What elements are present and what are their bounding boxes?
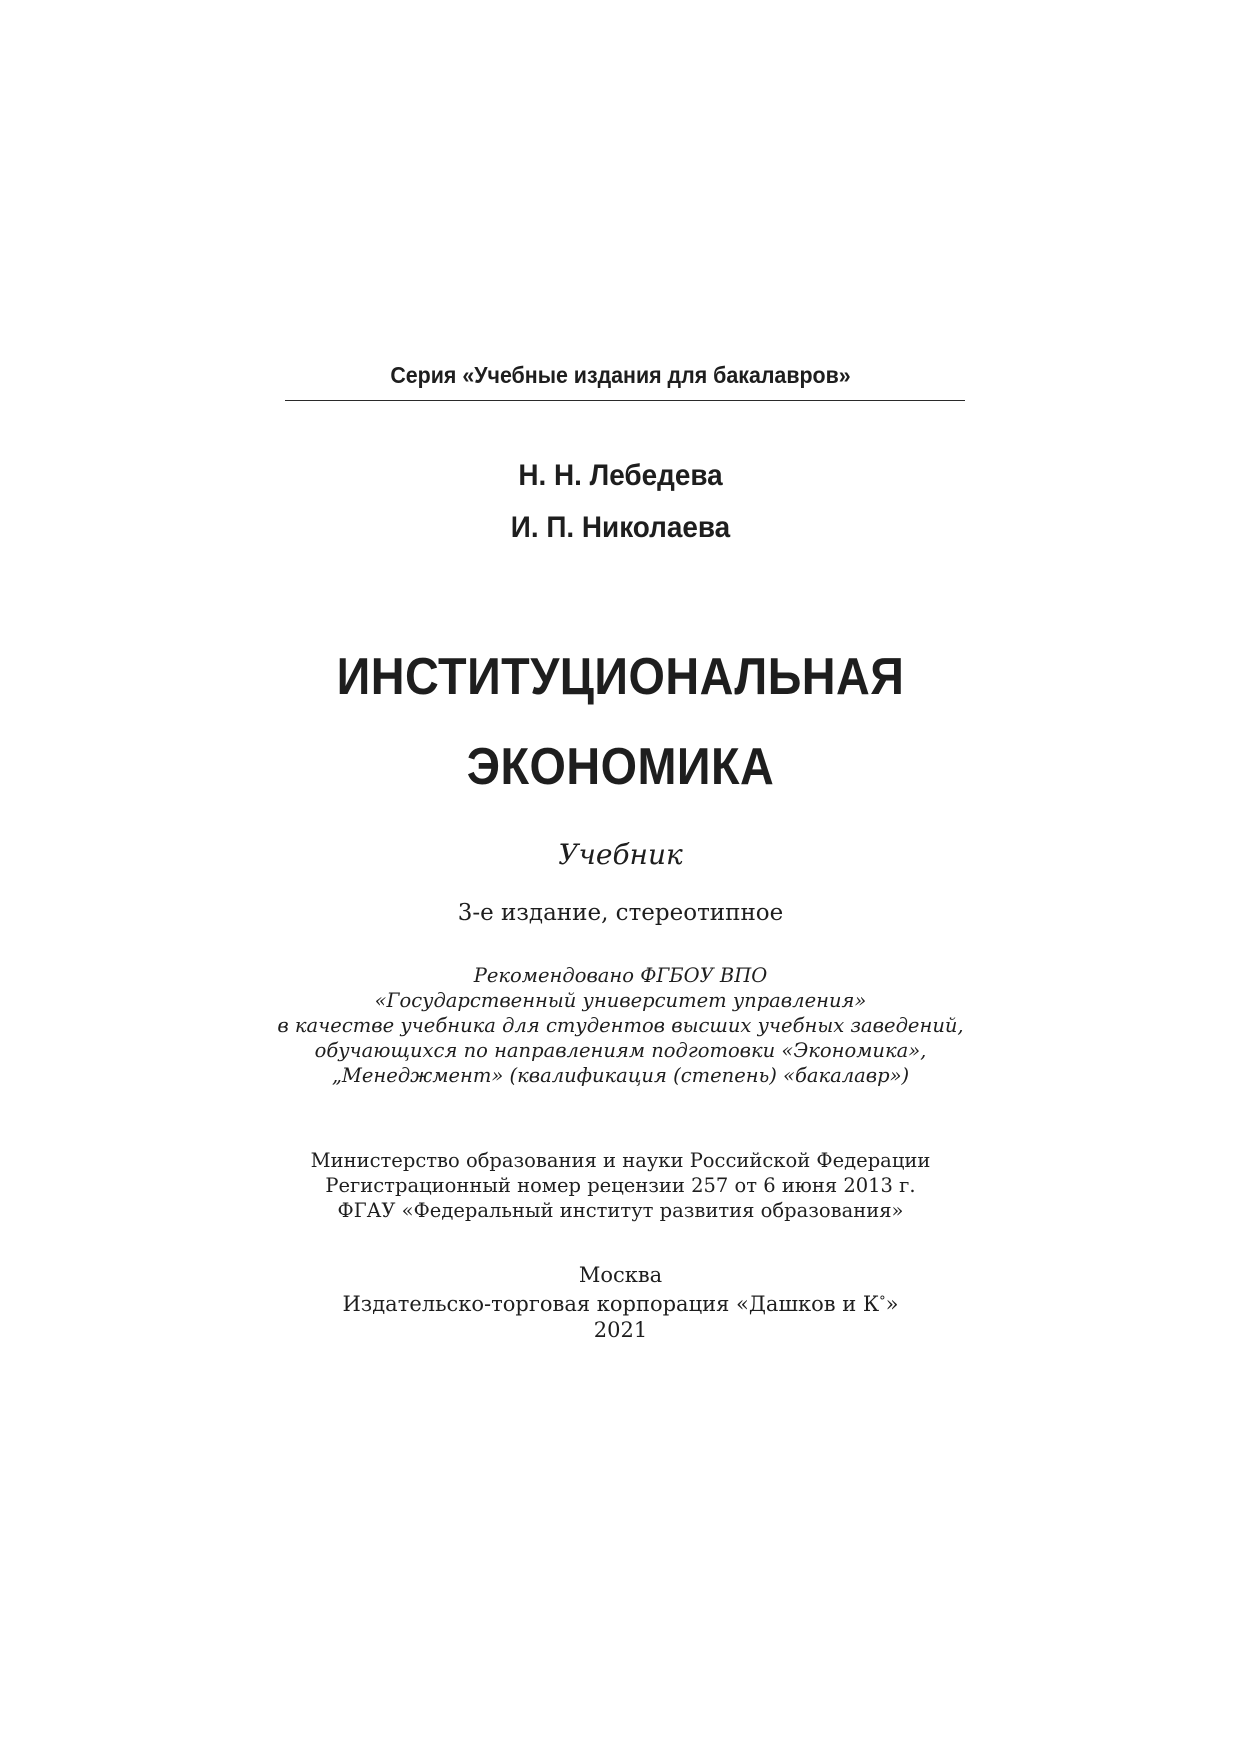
- recommendation-line: Рекомендовано ФГБОУ ВПО: [473, 964, 768, 987]
- author-2: И. П. Николаева: [510, 511, 731, 544]
- book-genre: Учебник: [558, 838, 683, 871]
- ministry-block: [0, 1148, 1241, 1223]
- recommendation-line: „Менеджмент» (квалификация (степень) «бакалавр»): [331, 1064, 910, 1087]
- publisher-block: [0, 1262, 1241, 1344]
- recommendation-block: [0, 963, 1241, 1088]
- publisher-name-prefix: Издательско-торговая корпорация «Дашков и К: [342, 1291, 880, 1316]
- publisher-name-superscript: °: [879, 1293, 886, 1309]
- book-title-line-2: ЭКОНОМИКА: [466, 738, 775, 796]
- series-name: Серия «Учебные издания для бакалавров»: [390, 362, 851, 388]
- publisher-city: Москва: [578, 1263, 663, 1287]
- publisher-name: [0, 1289, 1241, 1318]
- ministry-line: Министерство образования и науки Российской Федерации: [310, 1149, 931, 1172]
- book-title-line-1: ИНСТИТУЦИОНАЛЬНАЯ: [336, 648, 905, 706]
- publisher-name-suffix: »: [885, 1291, 899, 1316]
- publication-year: 2021: [593, 1318, 648, 1342]
- recommendation-line: «Государственный университет управления»: [374, 989, 867, 1012]
- recommendation-line: в качестве учебника для студентов высших учебных заведений,: [277, 1014, 964, 1037]
- edition-info: 3-е издание, стереотипное: [457, 900, 784, 926]
- ministry-line: Регистрационный номер рецензии 257 от 6 июня 2013 г.: [325, 1174, 916, 1197]
- author-1: Н. Н. Лебедева: [518, 459, 723, 492]
- series-divider: [285, 400, 965, 401]
- ministry-line: ФГАУ «Федеральный институт развития образования»: [337, 1199, 904, 1222]
- recommendation-line: обучающихся по направлениям подготовки «Экономика»,: [314, 1039, 927, 1062]
